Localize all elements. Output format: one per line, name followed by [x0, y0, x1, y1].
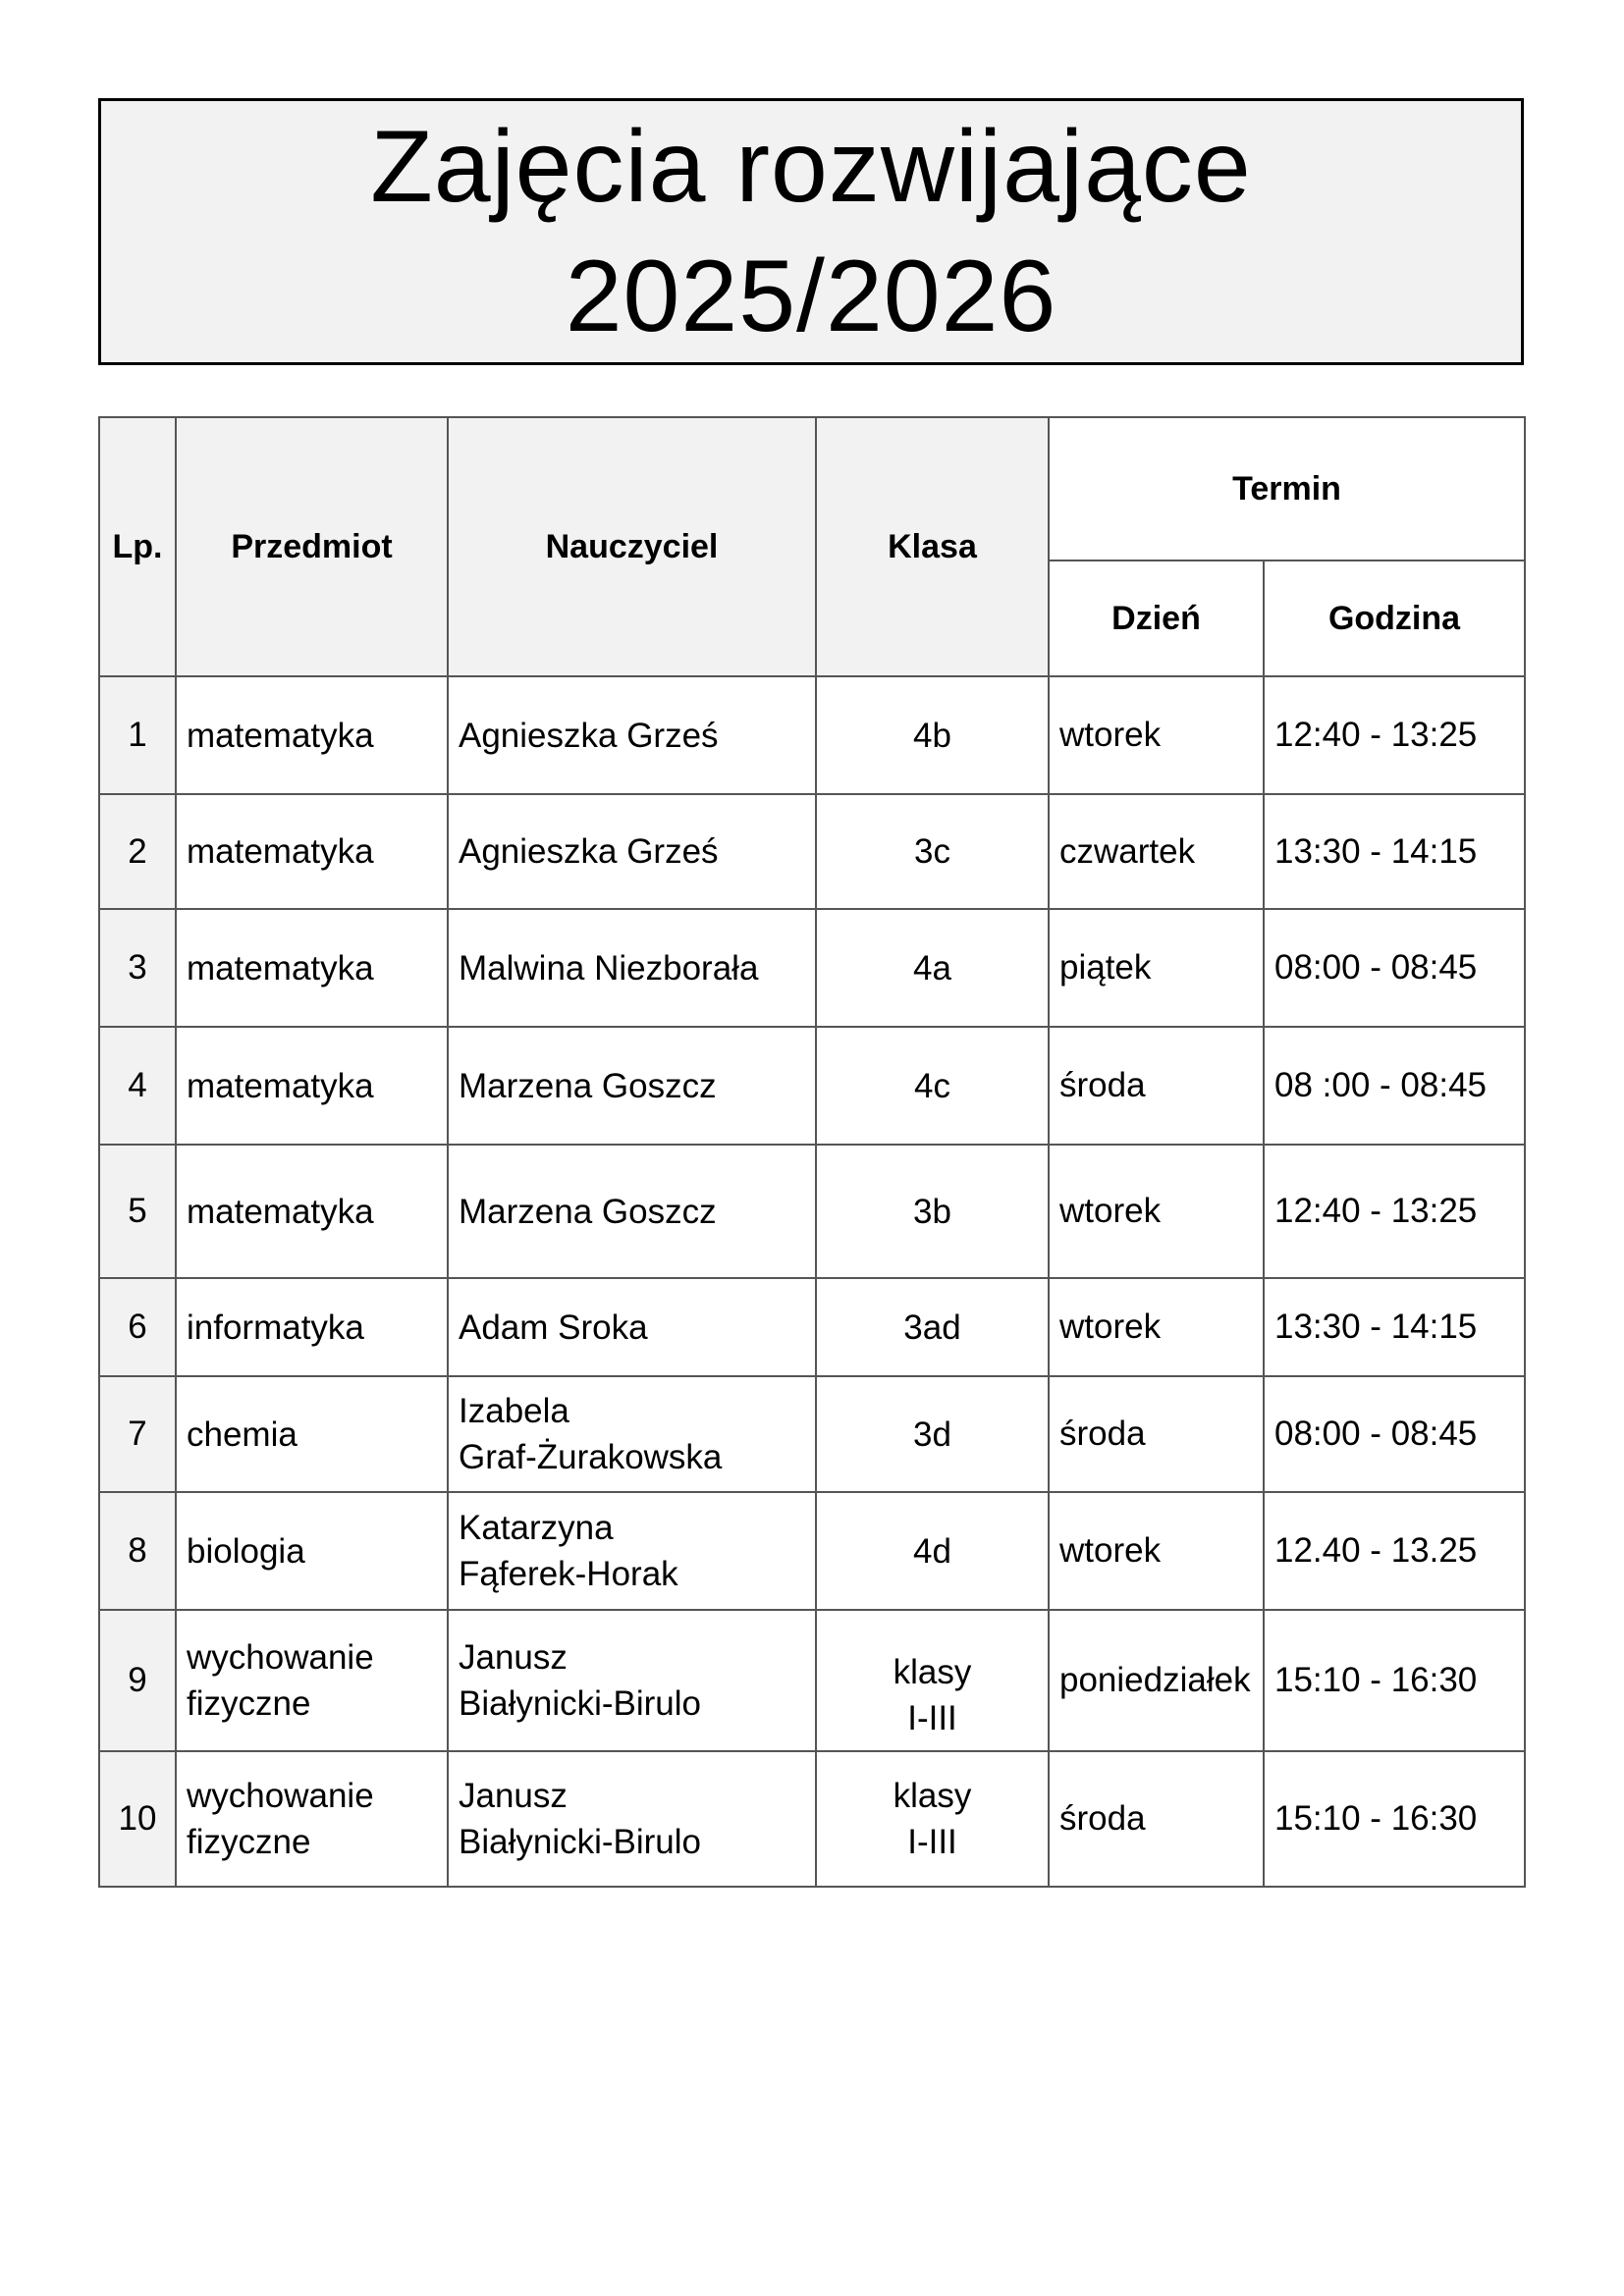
cell-teacher-line: Janusz — [459, 1638, 568, 1677]
cell-subject — [176, 794, 448, 909]
cell-subject-line: wychowanie — [187, 1777, 374, 1815]
cell-teacher-line: Agnieszka Grześ — [459, 716, 719, 755]
table-row — [99, 1751, 1525, 1887]
cell-subject — [176, 1751, 448, 1887]
cell-subject — [176, 1610, 448, 1751]
header-term: Termin — [1049, 417, 1525, 561]
cell-class-line: 4d — [913, 1531, 951, 1571]
cell-class — [816, 794, 1049, 909]
cell-day: czwartek — [1049, 794, 1264, 909]
cell-subject-line: matematyka — [187, 832, 374, 871]
cell-lp: 5 — [99, 1145, 176, 1278]
cell-subject — [176, 909, 448, 1027]
cell-subject-line: fizyczne — [187, 1823, 311, 1861]
cell-subject-line: chemia — [187, 1415, 298, 1454]
table-row — [99, 1027, 1525, 1145]
cell-teacher-line: Graf-Żurakowska — [459, 1438, 723, 1476]
cell-class-line: 4b — [913, 716, 951, 755]
cell-subject — [176, 676, 448, 794]
cell-subject — [176, 1027, 448, 1145]
table-body — [99, 676, 1525, 1887]
cell-hour: 08:00 - 08:45 — [1264, 1376, 1525, 1492]
cell-day: wtorek — [1049, 1492, 1264, 1610]
header-teacher: Nauczyciel — [448, 417, 816, 676]
cell-teacher-line: Białynicki-Birulo — [459, 1823, 702, 1861]
cell-subject-line: matematyka — [187, 948, 374, 988]
cell-teacher — [448, 1145, 816, 1278]
cell-teacher-line: Izabela — [459, 1392, 569, 1430]
cell-lp: 4 — [99, 1027, 176, 1145]
cell-subject-line: matematyka — [187, 1192, 374, 1231]
cell-lp: 7 — [99, 1376, 176, 1492]
cell-class — [816, 1278, 1049, 1376]
cell-hour: 13:30 - 14:15 — [1264, 794, 1525, 909]
cell-hour: 15:10 - 16:30 — [1264, 1751, 1525, 1887]
cell-hour: 12:40 - 13:25 — [1264, 676, 1525, 794]
cell-day: środa — [1049, 1027, 1264, 1145]
cell-lp: 2 — [99, 794, 176, 909]
cell-subject-line: matematyka — [187, 716, 374, 755]
cell-day: wtorek — [1049, 1278, 1264, 1376]
table-row — [99, 1492, 1525, 1610]
table-row — [99, 1376, 1525, 1492]
page-title: Zajęcia rozwijające — [370, 110, 1252, 224]
cell-teacher — [448, 1027, 816, 1145]
cell-subject — [176, 1492, 448, 1610]
cell-lp: 1 — [99, 676, 176, 794]
header-class: Klasa — [816, 417, 1049, 676]
cell-class-line: I-III — [907, 1699, 957, 1737]
cell-teacher — [448, 1751, 816, 1887]
cell-teacher-line: Janusz — [459, 1777, 568, 1815]
cell-class-line: 3b — [913, 1192, 951, 1231]
cell-teacher-line: Agnieszka Grześ — [459, 832, 719, 871]
header-day: Dzień — [1049, 561, 1264, 676]
cell-subject-line: wychowanie — [187, 1638, 374, 1677]
cell-day: piątek — [1049, 909, 1264, 1027]
page-subtitle-year: 2025/2026 — [565, 240, 1057, 353]
table-row — [99, 1610, 1525, 1751]
cell-hour: 13:30 - 14:15 — [1264, 1278, 1525, 1376]
table-row — [99, 909, 1525, 1027]
cell-class — [816, 1751, 1049, 1887]
cell-subject-line: matematyka — [187, 1066, 374, 1105]
cell-day: środa — [1049, 1751, 1264, 1887]
cell-teacher — [448, 1610, 816, 1751]
cell-class — [816, 1027, 1049, 1145]
cell-subject — [176, 1376, 448, 1492]
cell-teacher-line: Fąferek-Horak — [459, 1555, 678, 1593]
cell-teacher — [448, 1278, 816, 1376]
cell-class — [816, 1145, 1049, 1278]
cell-hour: 12.40 - 13.25 — [1264, 1492, 1525, 1610]
cell-class-line: I-III — [907, 1823, 957, 1861]
cell-hour: 15:10 - 16:30 — [1264, 1610, 1525, 1751]
header-hour: Godzina — [1264, 561, 1525, 676]
table-row — [99, 794, 1525, 909]
cell-lp: 8 — [99, 1492, 176, 1610]
table-header — [99, 417, 1525, 676]
cell-subject-line: fizyczne — [187, 1684, 311, 1723]
cell-class — [816, 1610, 1049, 1751]
cell-lp: 9 — [99, 1610, 176, 1751]
cell-class-line: 3d — [913, 1415, 951, 1454]
table-row — [99, 1145, 1525, 1278]
cell-class-line: 4c — [914, 1066, 950, 1105]
cell-teacher-line: Marzena Goszcz — [459, 1192, 717, 1231]
cell-lp: 10 — [99, 1751, 176, 1887]
cell-subject-line: biologia — [187, 1531, 305, 1571]
cell-subject — [176, 1145, 448, 1278]
cell-hour: 08 :00 - 08:45 — [1264, 1027, 1525, 1145]
title-box — [98, 98, 1524, 365]
cell-class-line: 3ad — [903, 1308, 961, 1347]
header-lp: Lp. — [99, 417, 176, 676]
cell-teacher — [448, 1492, 816, 1610]
cell-class-line: 4a — [913, 948, 951, 988]
cell-hour: 08:00 - 08:45 — [1264, 909, 1525, 1027]
cell-teacher-line: Malwina Niezborała — [459, 948, 759, 988]
cell-day: poniedziałek — [1049, 1610, 1264, 1751]
header-subject: Przedmiot — [176, 417, 448, 676]
cell-class-line: klasy — [893, 1777, 972, 1815]
cell-class — [816, 676, 1049, 794]
cell-hour: 12:40 - 13:25 — [1264, 1145, 1525, 1278]
cell-lp: 3 — [99, 909, 176, 1027]
cell-lp: 6 — [99, 1278, 176, 1376]
cell-teacher — [448, 794, 816, 909]
cell-teacher — [448, 1376, 816, 1492]
cell-day: środa — [1049, 1376, 1264, 1492]
table-row — [99, 1278, 1525, 1376]
cell-teacher-line: Adam Sroka — [459, 1308, 648, 1347]
schedule-table — [98, 416, 1526, 1888]
cell-teacher-line: Katarzyna — [459, 1509, 614, 1547]
cell-teacher-line: Białynicki-Birulo — [459, 1684, 702, 1723]
cell-class — [816, 909, 1049, 1027]
cell-day: wtorek — [1049, 1145, 1264, 1278]
cell-teacher — [448, 909, 816, 1027]
cell-day: wtorek — [1049, 676, 1264, 794]
cell-subject-line: informatyka — [187, 1308, 364, 1347]
cell-class — [816, 1492, 1049, 1610]
cell-class — [816, 1376, 1049, 1492]
cell-subject — [176, 1278, 448, 1376]
table-row — [99, 676, 1525, 794]
cell-class-line: klasy — [893, 1653, 972, 1691]
cell-teacher-line: Marzena Goszcz — [459, 1066, 717, 1105]
cell-teacher — [448, 676, 816, 794]
cell-class-line: 3c — [914, 832, 950, 871]
